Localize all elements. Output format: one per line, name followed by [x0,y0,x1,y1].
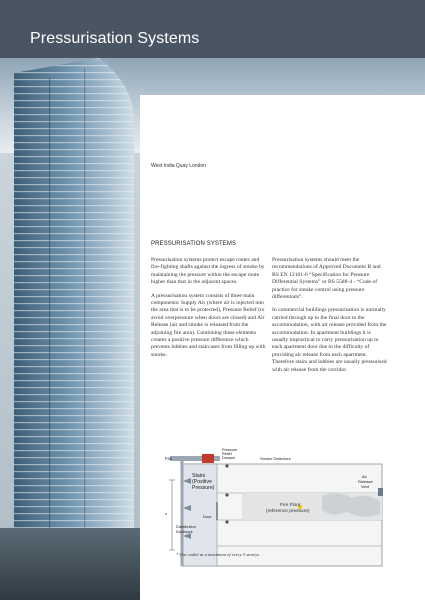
stairs-label-2: (Positive [192,479,212,485]
damper-label-3: Damper [222,456,236,460]
air-release-label-2: Release [358,479,373,484]
text-column-left [151,257,266,365]
fire-floor-label-2: (reference pressure) [266,509,310,514]
paragraph: A pressurisation system consists of three main components: Supply Air (where air is injected into the area that is to be protected), Pressure Relief (to avoid overpressure when doors are closed) and Air Release (air and smoke is released from the adjoining fire area). Combining these elements creates a positive pressure difference which prevents lobbies and staircases from filling up with smoke. [151,292,266,358]
stairs-label-1: Stairs [192,473,206,479]
air-release-label-1: Air [362,474,367,479]
distribution-label-2: Ductwork [176,529,193,534]
damper-label-2: Relief [222,452,232,456]
page-title: Pressurisation Systems [30,30,200,47]
paragraph: In commercial buildings pressurisation is normally carried through up to the final door to the accommodation, with air release provided from the accommodation. In apartment buildings it is usually impractical to carry pressurisation up to each apartment door due to the difficulty of providing air release from each apartment. Therefore stairs and lobbies are usually pressurised with air release from the corridor. [272,307,387,373]
paragraph: Pressurisation systems protect escape routes and fire-fighting shafts against the ingress of smoke by maintaining the pressure within the escape route higher than that in the adjacent spaces. [151,257,265,286]
diagram-footnote: * One outlet at a maximum of every 3 storeys [176,552,260,557]
photo-caption: West India Quay London [151,163,206,169]
spacing-marker: * [165,513,167,519]
damper-label-1: Pressure [222,448,238,452]
tower-illustration [14,58,134,588]
paragraph: Pressurisation systems should meet the recommendations of Approved Document B and BS EN 12101-6 “Specification for Pressure Differential Systems” or BS 5588-4 - “Code of practice for smoke control using pressure differentials”. [272,257,381,301]
section-heading: PRESSURISATION SYSTEMS [151,241,237,247]
smoke-detectors-label: Smoke Detectors [260,456,291,461]
fan-label: Fan [165,456,173,461]
stairs-label-3: Pressure) [192,485,215,491]
air-release-label-3: Vent [361,484,370,489]
door-label: Door [203,514,212,519]
header-band [0,0,425,58]
distribution-label-1: Distribution [176,524,197,529]
fire-floor-label-1: Fire Floor [280,503,301,508]
text-column-right [272,257,387,380]
dockside-ground [0,528,140,600]
